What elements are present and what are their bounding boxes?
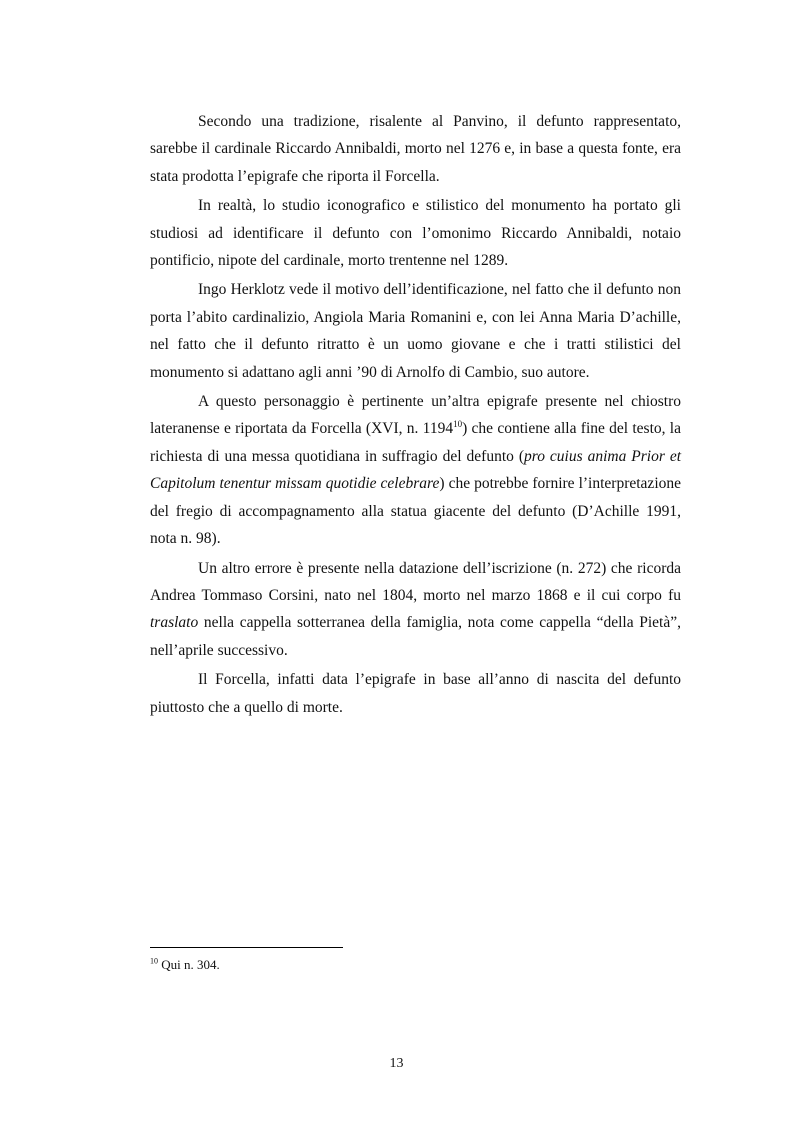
footnote <box>150 957 220 973</box>
paragraph-1: Secondo una tradizione, risalente al Panvino, il defunto rappresentato, sarebbe il cardinale Riccardo Annibaldi, morto nel 1276 e, in base a questa fonte, era stata prodotta l’epigrafe che riporta il Forcella. <box>150 113 681 185</box>
paragraph-4-text-a: A questo personaggio è pertinente un’altra epigrafe presente nel chiostro lateranense e riportata da Forcella (XVI, n. 1194 <box>150 393 681 438</box>
paragraph-4 <box>150 388 681 552</box>
paragraph-5 <box>150 555 681 665</box>
document-body <box>150 108 681 723</box>
footnote-text: Qui n. 304. <box>158 957 220 972</box>
paragraph-3: Ingo Herklotz vede il motivo dell’identificazione, nel fatto che il defunto non porta l’abito cardinalizio, Angiola Maria Romanini e, con lei Anna Maria D’achille, nel fatto che il defunto ritratto è un uomo giovane e che i tratti stilistici del monumento si adattano agli anni ’90 di Arnolfo di Cambio, suo autore. <box>150 281 681 381</box>
paragraph-4-text-c: ) che potrebbe fornire l’interpretazione del fregio di accompagnamento alla statua giacente del defunto (D’Achille 1991, nota n. 98). <box>150 475 681 548</box>
paragraph-4-text-b: ) che contiene alla fine del testo, la richiesta di una messa quotidiana in suffragio del defunto ( <box>150 420 681 465</box>
latin-quotation: pro cuius anima Prior et Capitolum tenentur missam quotidie celebrare <box>150 447 682 493</box>
paragraph-5-text-b: nella cappella sotterranea della famiglia, nota come cappella “della Pietà”, nell’aprile successivo. <box>150 614 681 659</box>
footnote-separator <box>150 947 343 948</box>
footnote-number: 10 <box>150 956 158 966</box>
page-number: 13 <box>389 1056 404 1071</box>
paragraph-2: In realtà, lo studio iconografico e stilistico del monumento ha portato gli studiosi ad identificare il defunto con l’omonimo Riccardo Annibaldi, notaio pontificio, nipote del cardinale, morto trentenne nel 1289. <box>150 197 681 270</box>
italic-word: traslato <box>150 614 199 632</box>
footnote-reference: 10 <box>453 419 463 430</box>
paragraph-6: Il Forcella, infatti data l’epigrafe in base all’anno di nascita del defunto piuttosto che a quello di morte. <box>150 671 681 716</box>
paragraph-5-text-a: Un altro errore è presente nella datazione dell’iscrizione (n. 272) che ricorda Andrea Tommaso Corsini, nato nel 1804, morto nel marzo 1868 e il cui corpo fu <box>150 559 681 604</box>
